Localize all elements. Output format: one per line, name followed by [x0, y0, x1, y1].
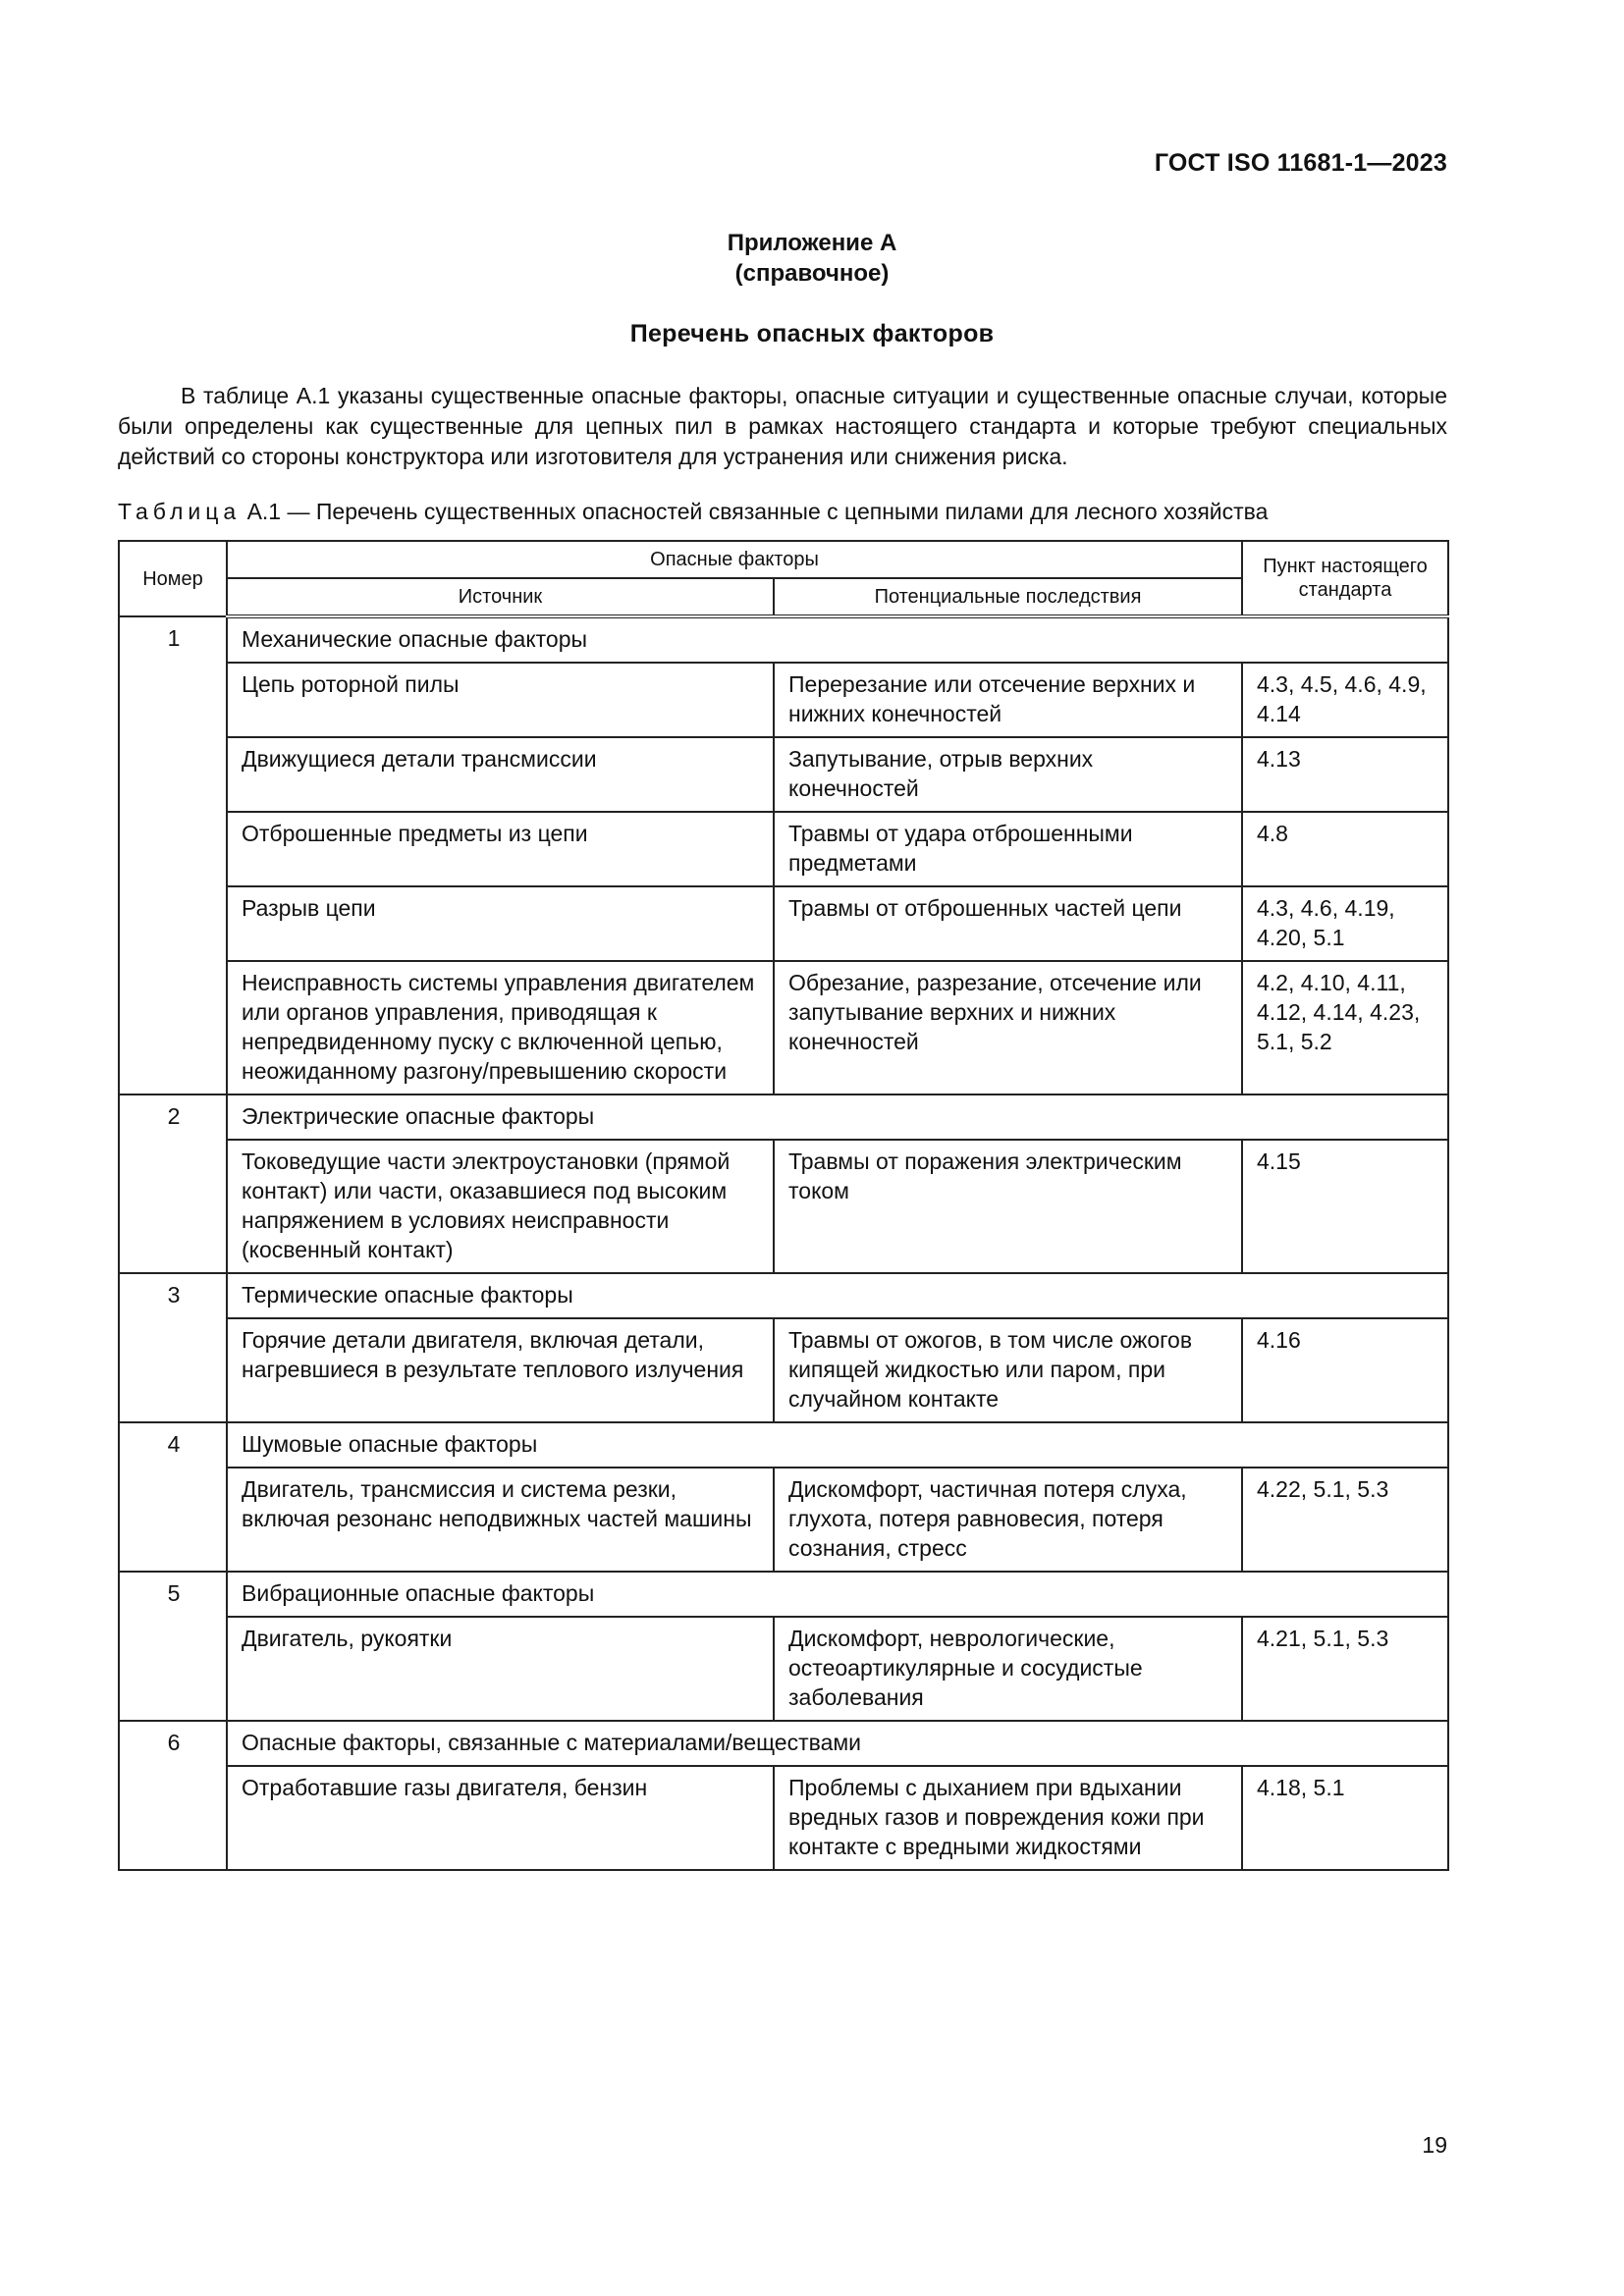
page-number: 19 [1422, 2132, 1447, 2158]
group-row [119, 1273, 1448, 1318]
cell-source: Отработавшие газы двигателя, бензин [227, 1766, 774, 1870]
hazards-table [118, 540, 1449, 1871]
cell-consequences: Обрезание, разрезание, отсечение или запутывание верхних и нижних конечностей [774, 961, 1242, 1095]
header-consequences: Потенциальные последствия [774, 578, 1242, 616]
cell-source: Отброшенные предметы из цепи [227, 812, 774, 886]
group-number: 3 [119, 1273, 227, 1422]
header-clause: Пункт настоящего стандарта [1242, 541, 1448, 616]
table-caption [118, 499, 1268, 525]
cell-consequences: Запутывание, отрыв верхних конечностей [774, 737, 1242, 812]
header-number: Номер [119, 541, 227, 616]
cell-clause: 4.3, 4.6, 4.19, 4.20, 5.1 [1242, 886, 1448, 961]
cell-consequences: Перерезание или отсечение верхних и нижних конечностей [774, 663, 1242, 737]
group-row [119, 1095, 1448, 1140]
cell-source: Двигатель, рукоятки [227, 1617, 774, 1721]
cell-clause: 4.22, 5.1, 5.3 [1242, 1468, 1448, 1572]
cell-source: Разрыв цепи [227, 886, 774, 961]
appendix-title: Приложение А [727, 230, 897, 256]
intro-paragraph: В таблице А.1 указаны существенные опасные факторы, опасные ситуации и существенные опасные случаи, которые были определены как существенные для цепных пил в рамках настоящего стандарта и которые требуют специальных действий со стороны конструктора или изготовителя для устранения или снижения риска. [118, 383, 1447, 469]
group-number: 6 [119, 1721, 227, 1870]
table-header [119, 541, 1448, 616]
table-row [119, 1318, 1448, 1422]
appendix-kind: (справочное) [734, 260, 890, 287]
cell-clause: 4.13 [1242, 737, 1448, 812]
cell-clause: 4.18, 5.1 [1242, 1766, 1448, 1870]
cell-clause: 4.21, 5.1, 5.3 [1242, 1617, 1448, 1721]
group-number: 2 [119, 1095, 227, 1273]
section-title: Перечень опасных факторов [629, 320, 995, 347]
group-row [119, 1721, 1448, 1766]
cell-consequences: Травмы от отброшенных частей цепи [774, 886, 1242, 961]
group-title: Вибрационные опасные факторы [227, 1572, 1448, 1617]
cell-source: Движущиеся детали трансмиссии [227, 737, 774, 812]
header-source: Источник [227, 578, 774, 616]
group-title: Электрические опасные факторы [227, 1095, 1448, 1140]
cell-consequences: Травмы от удара отброшенными предметами [774, 812, 1242, 886]
table-row [119, 1766, 1448, 1870]
table-row [119, 961, 1448, 1095]
table-row [119, 737, 1448, 812]
table-row [119, 812, 1448, 886]
appendix-heading [0, 228, 1624, 289]
cell-source: Токоведущие части электроустановки (прямой контакт) или части, оказавшиеся под высоким напряжением в условиях неисправности (косвенный контакт) [227, 1140, 774, 1273]
group-row [119, 1572, 1448, 1617]
table-row [119, 886, 1448, 961]
group-title: Термические опасные факторы [227, 1273, 1448, 1318]
cell-consequences: Дискомфорт, неврологические, остеоартикулярные и сосудистые заболевания [774, 1617, 1242, 1721]
cell-consequences: Травмы от поражения электрическим током [774, 1140, 1242, 1273]
cell-clause: 4.3, 4.5, 4.6, 4.9, 4.14 [1242, 663, 1448, 737]
group-number: 1 [119, 616, 227, 1095]
cell-consequences: Дискомфорт, частичная потеря слуха, глухота, потеря равновесия, потеря сознания, стресс [774, 1468, 1242, 1572]
cell-consequences: Проблемы с дыханием при вдыхании вредных газов и повреждения кожи при контакте с вредными жидкостями [774, 1766, 1242, 1870]
cell-source: Цепь роторной пилы [227, 663, 774, 737]
cell-source: Горячие детали двигателя, включая детали, нагревшиеся в результате теплового излучения [227, 1318, 774, 1422]
group-title: Шумовые опасные факторы [227, 1422, 1448, 1468]
table-row [119, 1617, 1448, 1721]
table-body [119, 616, 1448, 1870]
table-row [119, 1468, 1448, 1572]
cell-clause: 4.15 [1242, 1140, 1448, 1273]
header-hazards: Опасные факторы [227, 541, 1242, 578]
group-number: 5 [119, 1572, 227, 1721]
group-title: Механические опасные факторы [227, 616, 1448, 663]
cell-clause: 4.8 [1242, 812, 1448, 886]
group-row [119, 616, 1448, 663]
table-row [119, 1140, 1448, 1273]
group-number: 4 [119, 1422, 227, 1572]
table-caption-prefix: Таблица [118, 499, 242, 524]
document-code: ГОСТ ISO 11681-1—2023 [1154, 149, 1447, 177]
group-row [119, 1422, 1448, 1468]
cell-source: Двигатель, трансмиссия и система резки, включая резонанс неподвижных частей машины [227, 1468, 774, 1572]
cell-clause: 4.2, 4.10, 4.11, 4.12, 4.14, 4.23, 5.1, 5.2 [1242, 961, 1448, 1095]
cell-source: Неисправность системы управления двигателем или органов управления, приводящая к непредвиденному пуску с включенной цепью, неожиданному разгону/превышению скорости [227, 961, 774, 1095]
group-title: Опасные факторы, связанные с материалами/веществами [227, 1721, 1448, 1766]
table-caption-text: А.1 — Перечень существенных опасностей связанные с цепными пилами для лесного хозяйства [246, 499, 1269, 524]
cell-clause: 4.16 [1242, 1318, 1448, 1422]
table-row [119, 663, 1448, 737]
cell-consequences: Травмы от ожогов, в том числе ожогов кипящей жидкостью или паром, при случайном контакте [774, 1318, 1242, 1422]
